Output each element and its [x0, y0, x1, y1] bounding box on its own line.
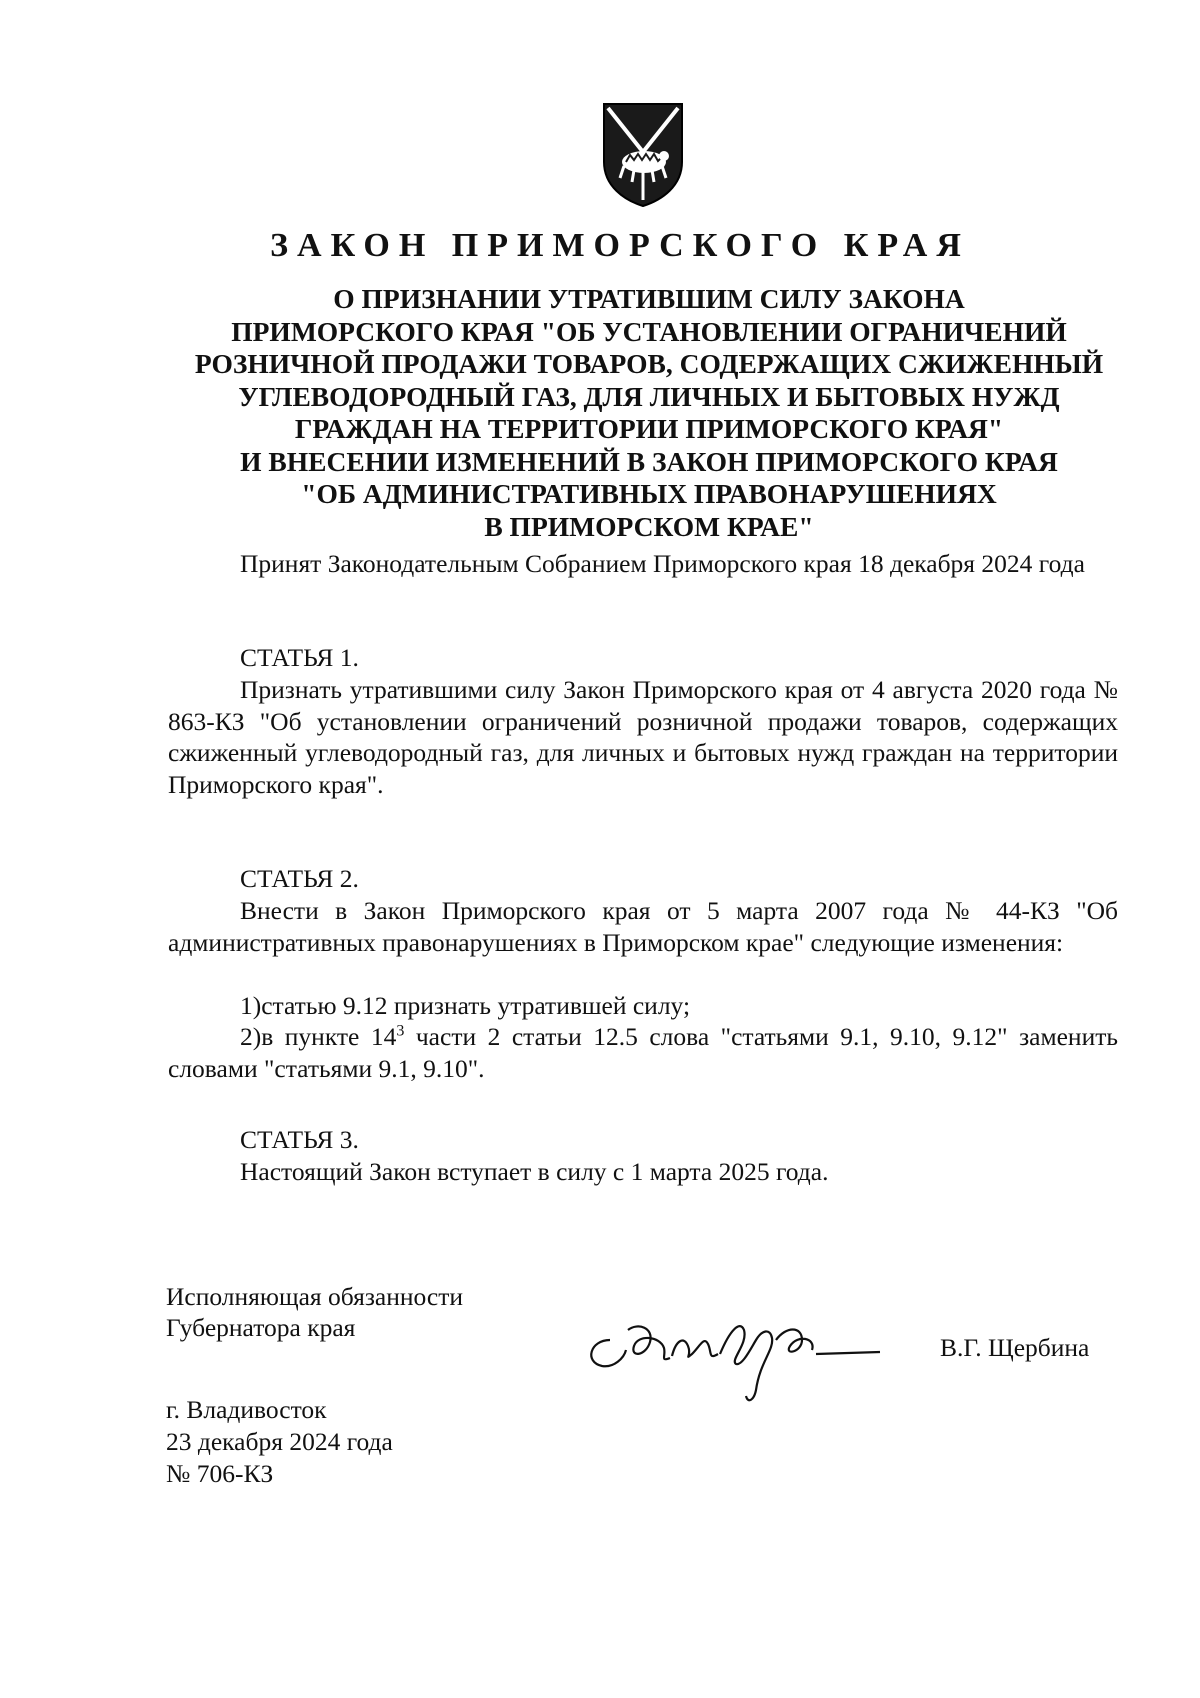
article-3-text: Настоящий Закон вступает в силу с 1 марта 2025 года. [240, 1157, 829, 1186]
law-number: № 706-КЗ [166, 1459, 274, 1488]
signing-date: 23 декабря 2024 года [166, 1427, 393, 1456]
article-2-heading: СТАТЬЯ 2. [240, 864, 359, 893]
title-line: ПРИМОРСКОГО КРАЯ "ОБ УСТАНОВЛЕНИИ ОГРАНИЧЕНИЙ [231, 315, 1067, 347]
adoption-statement: Принят Законодательным Собранием Приморского края 18 декабря 2024 года [240, 549, 1085, 578]
article-2-text: Внести в Закон Приморского края от 5 марта 2007 года № 44-КЗ "Об административных правонарушениях в Приморском крае" следующие изменения: [168, 896, 1118, 957]
handwritten-signature [580, 1300, 920, 1410]
law-title [168, 283, 1130, 543]
signatory-name: В.Г. Щербина [940, 1333, 1090, 1362]
signatory-position-line-2: Губернатора края [166, 1313, 356, 1342]
title-line: И ВНЕСЕНИИ ИЗМЕНЕНИЙ В ЗАКОН ПРИМОРСКОГО КРАЯ [240, 445, 1058, 477]
title-line: ГРАЖДАН НА ТЕРРИТОРИИ ПРИМОРСКОГО КРАЯ" [294, 413, 1004, 444]
law-heading: ЗАКОН ПРИМОРСКОГО КРАЯ [270, 227, 970, 264]
signatory-position-line-1: Исполняющая обязанности [166, 1282, 463, 1311]
coat-of-arms-emblem [600, 100, 686, 210]
article-2-item-1: 1)статью 9.12 признать утратившей силу; [240, 991, 691, 1020]
title-line: "ОБ АДМИНИСТРАТИВНЫХ ПРАВОНАРУШЕНИЯХ [301, 478, 997, 509]
title-line: УГЛЕВОДОРОДНЫЙ ГАЗ, ДЛЯ ЛИЧНЫХ И БЫТОВЫХ НУЖД [238, 380, 1060, 412]
title-line: О ПРИЗНАНИИ УТРАТИВШИМ СИЛУ ЗАКОНА [333, 283, 965, 314]
article-2-item-2: 2)в пункте $14^3$ части 2 статьи 12.5 слова "статьями 9.1, 9.10, 9.12" заменить словами "статьями 9.1, 9.10". [168, 1022, 1119, 1083]
article-1-heading: СТАТЬЯ 1. [240, 643, 359, 672]
title-line: РОЗНИЧНОЙ ПРОДАЖИ ТОВАРОВ, СОДЕРЖАЩИХ СЖИЖЕННЫЙ [194, 348, 1104, 379]
article-3-heading: СТАТЬЯ 3. [240, 1125, 359, 1154]
article-1-text: Признать утратившими силу Закон Приморского края от 4 августа 2020 года № 863-КЗ "Об установлении ограничений розничной продажи товаров, содержащих сжиженный углеводородный газ, для личных и бытовых нужд граждан на территории Приморского края". [168, 675, 1118, 799]
signing-city: г. Владивосток [166, 1395, 327, 1424]
title-line: В ПРИМОРСКОМ КРАЕ" [484, 510, 814, 542]
